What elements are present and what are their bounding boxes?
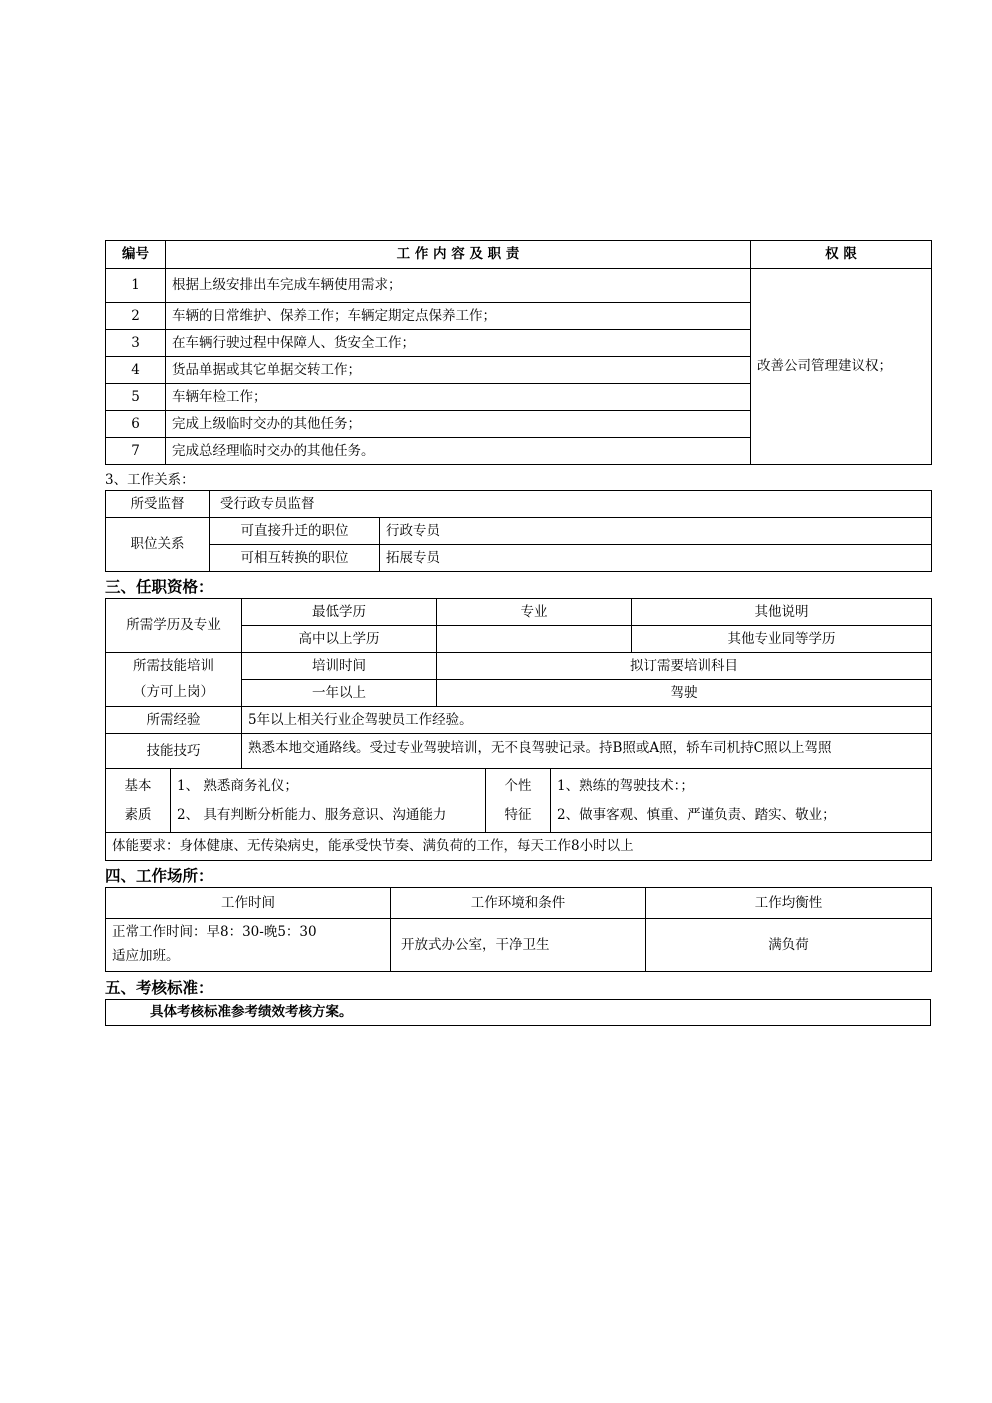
work-time-line1: 正常工作时间：早8：30-晚5：30 [112, 924, 317, 941]
training-value-subject: 驾驶 [437, 680, 932, 707]
training-label-line1: 所需技能培训 [133, 657, 214, 674]
edu-value-major [437, 626, 632, 653]
training-label [106, 653, 242, 707]
work-time [106, 919, 391, 972]
header-authority: 权 限 [751, 241, 932, 269]
position-label: 职位关系 [106, 518, 210, 572]
skills-label: 技能技巧 [106, 734, 242, 769]
training-header-time: 培训时间 [242, 653, 437, 680]
edu-label: 所需学历及专业 [106, 599, 242, 653]
qualifications-table [105, 598, 931, 861]
workplace-header-env: 工作环境和条件 [391, 888, 646, 919]
experience-value: 5年以上相关行业企驾驶员工作经验。 [242, 707, 932, 734]
work-balance: 满负荷 [646, 919, 932, 972]
trait-label [486, 769, 551, 833]
duty-no: 3 [106, 330, 166, 357]
training-header-subject: 拟订需要培训科目 [437, 653, 932, 680]
transfer-label: 可相互转换的职位 [210, 545, 380, 572]
assessment-heading: 五、考核标准： [105, 978, 214, 997]
supervision-value: 受行政专员监督 [210, 491, 932, 518]
trait-label-line1: 个性 [504, 778, 532, 795]
duty-no: 6 [106, 411, 166, 438]
basic-quality-1: 1、 熟悉商务礼仪； [177, 778, 298, 795]
training-label-line2: （方可上岗） [133, 683, 214, 700]
duty-text: 根据上级安排出车完成车辆使用需求； [166, 269, 751, 303]
transfer-value: 拓展专员 [380, 545, 932, 572]
authority-cell: 改善公司管理建议权； [751, 269, 932, 465]
assessment-table [105, 999, 931, 1026]
promote-value: 行政专员 [380, 518, 932, 545]
basic-label-line2: 素质 [124, 806, 152, 823]
duty-text: 完成上级临时交办的其他任务； [166, 411, 751, 438]
header-no: 编号 [106, 241, 166, 269]
relations-heading: 3、工作关系： [105, 472, 195, 488]
trait-2: 2、做事客观、慎重、严谨负责、踏实、敬业； [557, 806, 836, 823]
basic-qualities [171, 769, 486, 833]
basic-label-line1: 基本 [124, 778, 152, 795]
skills-value: 熟悉本地交通路线。受过专业驾驶培训，无不良驾驶记录。持B照或A照，轿车司机持C照以上驾照 [242, 734, 932, 769]
work-environment: 开放式办公室，干净卫生 [391, 919, 646, 972]
duty-text: 在车辆行驶过程中保障人、货安全工作； [166, 330, 751, 357]
duty-no: 2 [106, 303, 166, 330]
work-time-line2: 适应加班。 [112, 948, 180, 964]
edu-header-min: 最低学历 [242, 599, 437, 626]
edu-value-other: 其他专业同等学历 [632, 626, 932, 653]
duty-text: 车辆年检工作； [166, 384, 751, 411]
physical-requirements: 体能要求：身体健康、无传染病史，能承受快节奏、满负荷的工作，每天工作8小时以上 [106, 833, 932, 861]
traits [551, 769, 932, 833]
duty-no: 5 [106, 384, 166, 411]
workplace-header-time: 工作时间 [106, 888, 391, 919]
header-content: 工 作 内 容 及 职 责 [166, 241, 751, 269]
supervision-label: 所受监督 [106, 491, 210, 518]
duties-table [105, 240, 931, 465]
assessment-text: 具体考核标准参考绩效考核方案。 [106, 1000, 931, 1026]
relations-table [105, 490, 931, 572]
duty-no: 4 [106, 357, 166, 384]
basic-quality-2: 2、 具有判断分析能力、服务意识、沟通能力 [177, 806, 447, 823]
workplace-table [105, 887, 931, 972]
qualifications-heading: 三、任职资格： [105, 577, 214, 596]
workplace-header-balance: 工作均衡性 [646, 888, 932, 919]
duty-text: 车辆的日常维护、保养工作；车辆定期定点保养工作； [166, 303, 751, 330]
promote-label: 可直接升迁的职位 [210, 518, 380, 545]
duty-no: 7 [106, 438, 166, 465]
training-value-time: 一年以上 [242, 680, 437, 707]
duty-text: 完成总经理临时交办的其他任务。 [166, 438, 751, 465]
edu-header-major: 专业 [437, 599, 632, 626]
trait-1: 1、熟练的驾驶技术：； [557, 778, 694, 795]
basic-label [106, 769, 171, 833]
experience-label: 所需经验 [106, 707, 242, 734]
edu-value-min: 高中以上学历 [242, 626, 437, 653]
duty-no: 1 [106, 269, 166, 303]
workplace-heading: 四、工作场所： [105, 866, 214, 885]
duty-text: 货品单据或其它单据交转工作； [166, 357, 751, 384]
trait-label-line2: 特征 [504, 806, 532, 823]
edu-header-other: 其他说明 [632, 599, 932, 626]
